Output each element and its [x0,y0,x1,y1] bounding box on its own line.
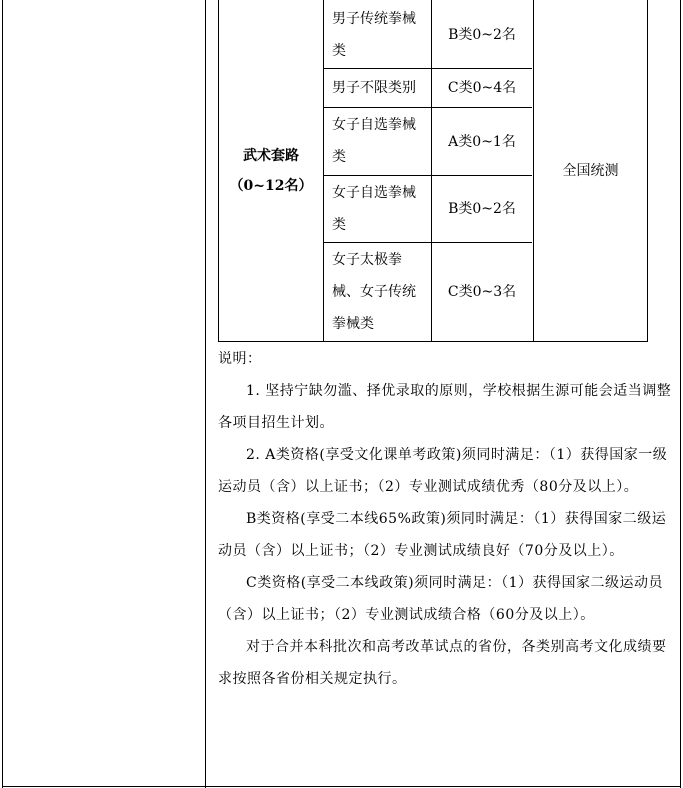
item-label: 男子不限类别 [332,80,416,96]
note-paragraph: 1. 坚持宁缺勿滥、择优录取的原则，学校根据生源可能会适当调整各项目招生计划。 [218,383,672,431]
note-paragraph: 对于合并本科批次和高考改革试点的省份，各类别高考文化成绩要求按照各省份相关规定执行。 [218,639,667,687]
table-col2-border [323,0,324,342]
quota-cell [432,243,532,341]
quota-cell [432,69,532,107]
quota-label: B类0~2名 [448,201,516,217]
outer-right-border [680,0,681,788]
test-method-cell [534,0,647,341]
notes-section [218,343,676,695]
table-right-border [647,0,648,342]
note-paragraph: C类资格(享受二本线政策)须同时满足：（1）获得国家二级运动员（含）以上证书；（2）专业测试成绩合格（60分及以上）。 [218,575,664,623]
table-bottom-border [218,341,648,342]
quota-label: A类0~1名 [448,133,516,150]
item-label: 女子自选拳械类 [332,117,416,165]
category-quota: （0~12名） [229,177,313,194]
quota-cell [432,108,532,175]
quota-cell [432,176,532,242]
note-paragraph: 2. A类资格(享受文化课单考政策)须同时满足：（1）获得国家一级运动员（含）以上证书；（2）专业测试成绩优秀（80分及以上）。 [218,447,668,495]
quota-cell [432,3,532,67]
item-label: 男子传统拳械类 [332,11,416,59]
note-paragraph: B类资格(享受二本线65%政策)须同时满足：（1）获得国家二级运动员（含）以上证书；（2）专业测试成绩良好（70分及以上）。 [218,511,667,559]
item-cell [332,3,428,67]
item-label: 女子自选拳械类 [332,185,416,233]
item-cell [332,72,428,104]
quota-label: B类0~2名 [448,27,516,43]
quota-label: C类0~4名 [447,80,517,96]
item-cell [332,109,428,173]
outer-mid-border [205,0,206,788]
notes-heading: 说明： [218,351,262,367]
category-cell [219,0,323,341]
item-label: 女子太极拳械、女子传统拳械类 [332,252,416,332]
item-cell [332,244,422,340]
quota-label: C类0~3名 [447,284,517,300]
outer-left-border [2,0,3,788]
category-name: 武术套路 [243,147,299,164]
item-cell [332,177,428,241]
bottom-border [2,786,681,787]
test-method: 全国统测 [562,162,619,179]
